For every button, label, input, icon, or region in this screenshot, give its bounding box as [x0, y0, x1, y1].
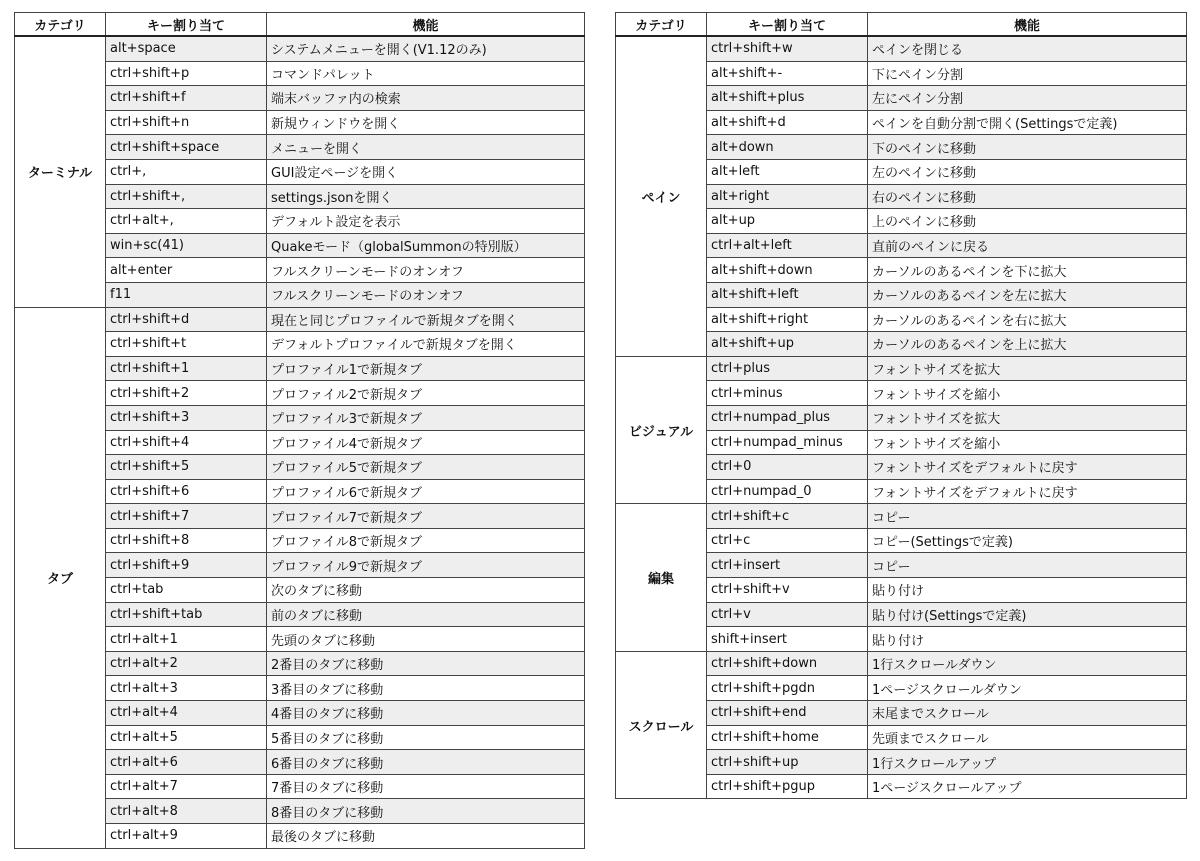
function-cell: GUI設定ページを開く	[267, 159, 585, 184]
function-cell: フォントサイズを縮小	[868, 381, 1187, 406]
function-cell: 左のペインに移動	[868, 159, 1187, 184]
key-binding-cell: ctrl+alt+left	[707, 233, 868, 258]
table-row	[15, 307, 585, 332]
function-cell: 8番目のタブに移動	[267, 799, 585, 824]
table-header-row	[15, 13, 585, 37]
function-cell: 新規ウィンドウを開く	[267, 110, 585, 135]
function-cell: カーソルのあるペインを下に拡大	[868, 258, 1187, 283]
key-binding-cell: ctrl+tab	[106, 578, 267, 603]
function-cell: プロファイル6で新規タブ	[267, 479, 585, 504]
function-cell: 先頭のタブに移動	[267, 627, 585, 652]
function-cell: 直前のペインに戻る	[868, 233, 1187, 258]
key-binding-cell: ctrl+shift+home	[707, 725, 868, 750]
table-row	[616, 651, 1187, 676]
table-row	[15, 36, 585, 61]
function-cell: 1ページスクロールアップ	[868, 774, 1187, 799]
function-cell: プロファイル4で新規タブ	[267, 430, 585, 455]
key-binding-cell: f11	[106, 282, 267, 307]
category-cell: ペイン	[616, 36, 707, 356]
key-binding-cell: ctrl+shift+9	[106, 553, 267, 578]
function-cell: 5番目のタブに移動	[267, 725, 585, 750]
header-key: キー割り当て	[707, 13, 868, 37]
key-binding-cell: ctrl+shift+d	[106, 307, 267, 332]
header-key: キー割り当て	[106, 13, 267, 37]
key-binding-cell: ctrl+alt+6	[106, 750, 267, 775]
key-binding-cell: ctrl+shift+end	[707, 701, 868, 726]
function-cell: カーソルのあるペインを左に拡大	[868, 282, 1187, 307]
key-binding-cell: ctrl+shift+pgdn	[707, 676, 868, 701]
key-binding-cell: ctrl+shift+w	[707, 36, 868, 61]
function-cell: フォントサイズをデフォルトに戻す	[868, 479, 1187, 504]
key-binding-cell: ctrl+shift+c	[707, 504, 868, 529]
function-cell: 左にペイン分割	[868, 86, 1187, 111]
key-binding-cell: alt+space	[106, 36, 267, 61]
function-cell: 上のペインに移動	[868, 209, 1187, 234]
key-binding-cell: alt+shift+plus	[707, 86, 868, 111]
key-binding-cell: ctrl+minus	[707, 381, 868, 406]
function-cell: 下にペイン分割	[868, 61, 1187, 86]
function-cell: 次のタブに移動	[267, 578, 585, 603]
key-binding-cell: alt+shift+left	[707, 282, 868, 307]
function-cell: フォントサイズを拡大	[868, 356, 1187, 381]
key-binding-cell: ctrl+shift+space	[106, 135, 267, 160]
function-cell: フルスクリーンモードのオンオフ	[267, 258, 585, 283]
key-binding-cell: ctrl+shift+,	[106, 184, 267, 209]
function-cell: フォントサイズを縮小	[868, 430, 1187, 455]
function-cell: 端末バッファ内の検索	[267, 86, 585, 111]
key-binding-cell: win+sc(41)	[106, 233, 267, 258]
key-binding-cell: ctrl+shift+up	[707, 750, 868, 775]
function-cell: メニューを開く	[267, 135, 585, 160]
category-cell: ターミナル	[15, 36, 106, 307]
function-cell: 先頭までスクロール	[868, 725, 1187, 750]
table-body	[616, 36, 1187, 799]
category-cell: ビジュアル	[616, 356, 707, 504]
key-binding-cell: ctrl+c	[707, 528, 868, 553]
function-cell: 前のタブに移動	[267, 602, 585, 627]
table-row	[616, 36, 1187, 61]
function-cell: 6番目のタブに移動	[267, 750, 585, 775]
key-binding-cell: ctrl+alt+,	[106, 209, 267, 234]
key-binding-cell: ctrl+shift+5	[106, 455, 267, 480]
function-cell: コピー(Settingsで定義)	[868, 528, 1187, 553]
header-category: カテゴリ	[15, 13, 106, 37]
key-binding-cell: alt+right	[707, 184, 868, 209]
key-binding-cell: ctrl+0	[707, 455, 868, 480]
key-binding-cell: ctrl+alt+1	[106, 627, 267, 652]
key-binding-cell: alt+shift+-	[707, 61, 868, 86]
function-cell: デフォルト設定を表示	[267, 209, 585, 234]
function-cell: カーソルのあるペインを右に拡大	[868, 307, 1187, 332]
key-binding-cell: ctrl+numpad_minus	[707, 430, 868, 455]
function-cell: 末尾までスクロール	[868, 701, 1187, 726]
key-binding-cell: ctrl+numpad_0	[707, 479, 868, 504]
key-binding-cell: ctrl+alt+3	[106, 676, 267, 701]
key-binding-cell: ctrl+shift+7	[106, 504, 267, 529]
function-cell: 1行スクロールダウン	[868, 651, 1187, 676]
key-binding-cell: alt+shift+d	[707, 110, 868, 135]
key-binding-cell: alt+down	[707, 135, 868, 160]
keybinding-table-right	[615, 12, 1187, 799]
function-cell: 3番目のタブに移動	[267, 676, 585, 701]
category-cell: タブ	[15, 307, 106, 848]
key-binding-cell: alt+enter	[106, 258, 267, 283]
function-cell: コピー	[868, 504, 1187, 529]
function-cell: フォントサイズを拡大	[868, 405, 1187, 430]
function-cell: 貼り付け	[868, 578, 1187, 603]
function-cell: カーソルのあるペインを上に拡大	[868, 332, 1187, 357]
key-binding-cell: ctrl+shift+6	[106, 479, 267, 504]
key-binding-cell: ctrl+shift+2	[106, 381, 267, 406]
key-binding-cell: ctrl+shift+3	[106, 405, 267, 430]
function-cell: プロファイル5で新規タブ	[267, 455, 585, 480]
function-cell: Quakeモード（globalSummonの特別版）	[267, 233, 585, 258]
key-binding-cell: ctrl+v	[707, 602, 868, 627]
key-binding-cell: alt+up	[707, 209, 868, 234]
key-binding-cell: ctrl+insert	[707, 553, 868, 578]
key-binding-cell: ctrl+numpad_plus	[707, 405, 868, 430]
key-binding-cell: alt+left	[707, 159, 868, 184]
table-body	[15, 36, 585, 848]
header-function: 機能	[267, 13, 585, 37]
key-binding-cell: ctrl+shift+tab	[106, 602, 267, 627]
function-cell: 貼り付け(Settingsで定義)	[868, 602, 1187, 627]
function-cell: プロファイル7で新規タブ	[267, 504, 585, 529]
key-binding-cell: alt+shift+down	[707, 258, 868, 283]
function-cell: 貼り付け	[868, 627, 1187, 652]
key-binding-cell: ctrl+shift+1	[106, 356, 267, 381]
function-cell: フォントサイズをデフォルトに戻す	[868, 455, 1187, 480]
function-cell: 2番目のタブに移動	[267, 651, 585, 676]
key-binding-cell: ctrl+shift+down	[707, 651, 868, 676]
table-header-row	[616, 13, 1187, 37]
function-cell: コマンドパレット	[267, 61, 585, 86]
key-binding-cell: ctrl+shift+pgup	[707, 774, 868, 799]
key-binding-cell: ctrl+shift+4	[106, 430, 267, 455]
key-binding-cell: ctrl+plus	[707, 356, 868, 381]
key-binding-cell: ctrl+alt+5	[106, 725, 267, 750]
function-cell: 4番目のタブに移動	[267, 701, 585, 726]
function-cell: システムメニューを開く(V1.12のみ)	[267, 36, 585, 61]
function-cell: フルスクリーンモードのオンオフ	[267, 282, 585, 307]
table-row	[616, 356, 1187, 381]
function-cell: settings.jsonを開く	[267, 184, 585, 209]
function-cell: 1行スクロールアップ	[868, 750, 1187, 775]
function-cell: プロファイル3で新規タブ	[267, 405, 585, 430]
function-cell: 下のペインに移動	[868, 135, 1187, 160]
key-binding-cell: ctrl+shift+f	[106, 86, 267, 111]
key-binding-cell: ctrl+alt+9	[106, 824, 267, 849]
key-binding-cell: ctrl+shift+n	[106, 110, 267, 135]
key-binding-cell: ctrl+alt+7	[106, 774, 267, 799]
table-row	[616, 504, 1187, 529]
key-binding-cell: ctrl+alt+4	[106, 701, 267, 726]
function-cell: デフォルトプロファイルで新規タブを開く	[267, 332, 585, 357]
function-cell: プロファイル9で新規タブ	[267, 553, 585, 578]
function-cell: 7番目のタブに移動	[267, 774, 585, 799]
key-binding-cell: ctrl+alt+8	[106, 799, 267, 824]
function-cell: ペインを自動分割で開く(Settingsで定義)	[868, 110, 1187, 135]
key-binding-cell: ctrl+alt+2	[106, 651, 267, 676]
key-binding-cell: alt+shift+right	[707, 307, 868, 332]
key-binding-cell: ctrl+shift+p	[106, 61, 267, 86]
key-binding-cell: shift+insert	[707, 627, 868, 652]
key-binding-cell: ctrl+shift+v	[707, 578, 868, 603]
key-binding-cell: ctrl+shift+t	[106, 332, 267, 357]
function-cell: 現在と同じプロファイルで新規タブを開く	[267, 307, 585, 332]
function-cell: 最後のタブに移動	[267, 824, 585, 849]
function-cell: プロファイル2で新規タブ	[267, 381, 585, 406]
header-function: 機能	[868, 13, 1187, 37]
header-category: カテゴリ	[616, 13, 707, 37]
category-cell: スクロール	[616, 651, 707, 799]
function-cell: 1ページスクロールダウン	[868, 676, 1187, 701]
keybinding-table-left	[14, 12, 585, 849]
function-cell: コピー	[868, 553, 1187, 578]
function-cell: プロファイル1で新規タブ	[267, 356, 585, 381]
key-binding-cell: ctrl+shift+8	[106, 528, 267, 553]
function-cell: プロファイル8で新規タブ	[267, 528, 585, 553]
key-binding-cell: alt+shift+up	[707, 332, 868, 357]
function-cell: 右のペインに移動	[868, 184, 1187, 209]
key-binding-cell: ctrl+,	[106, 159, 267, 184]
category-cell: 編集	[616, 504, 707, 652]
function-cell: ペインを閉じる	[868, 36, 1187, 61]
